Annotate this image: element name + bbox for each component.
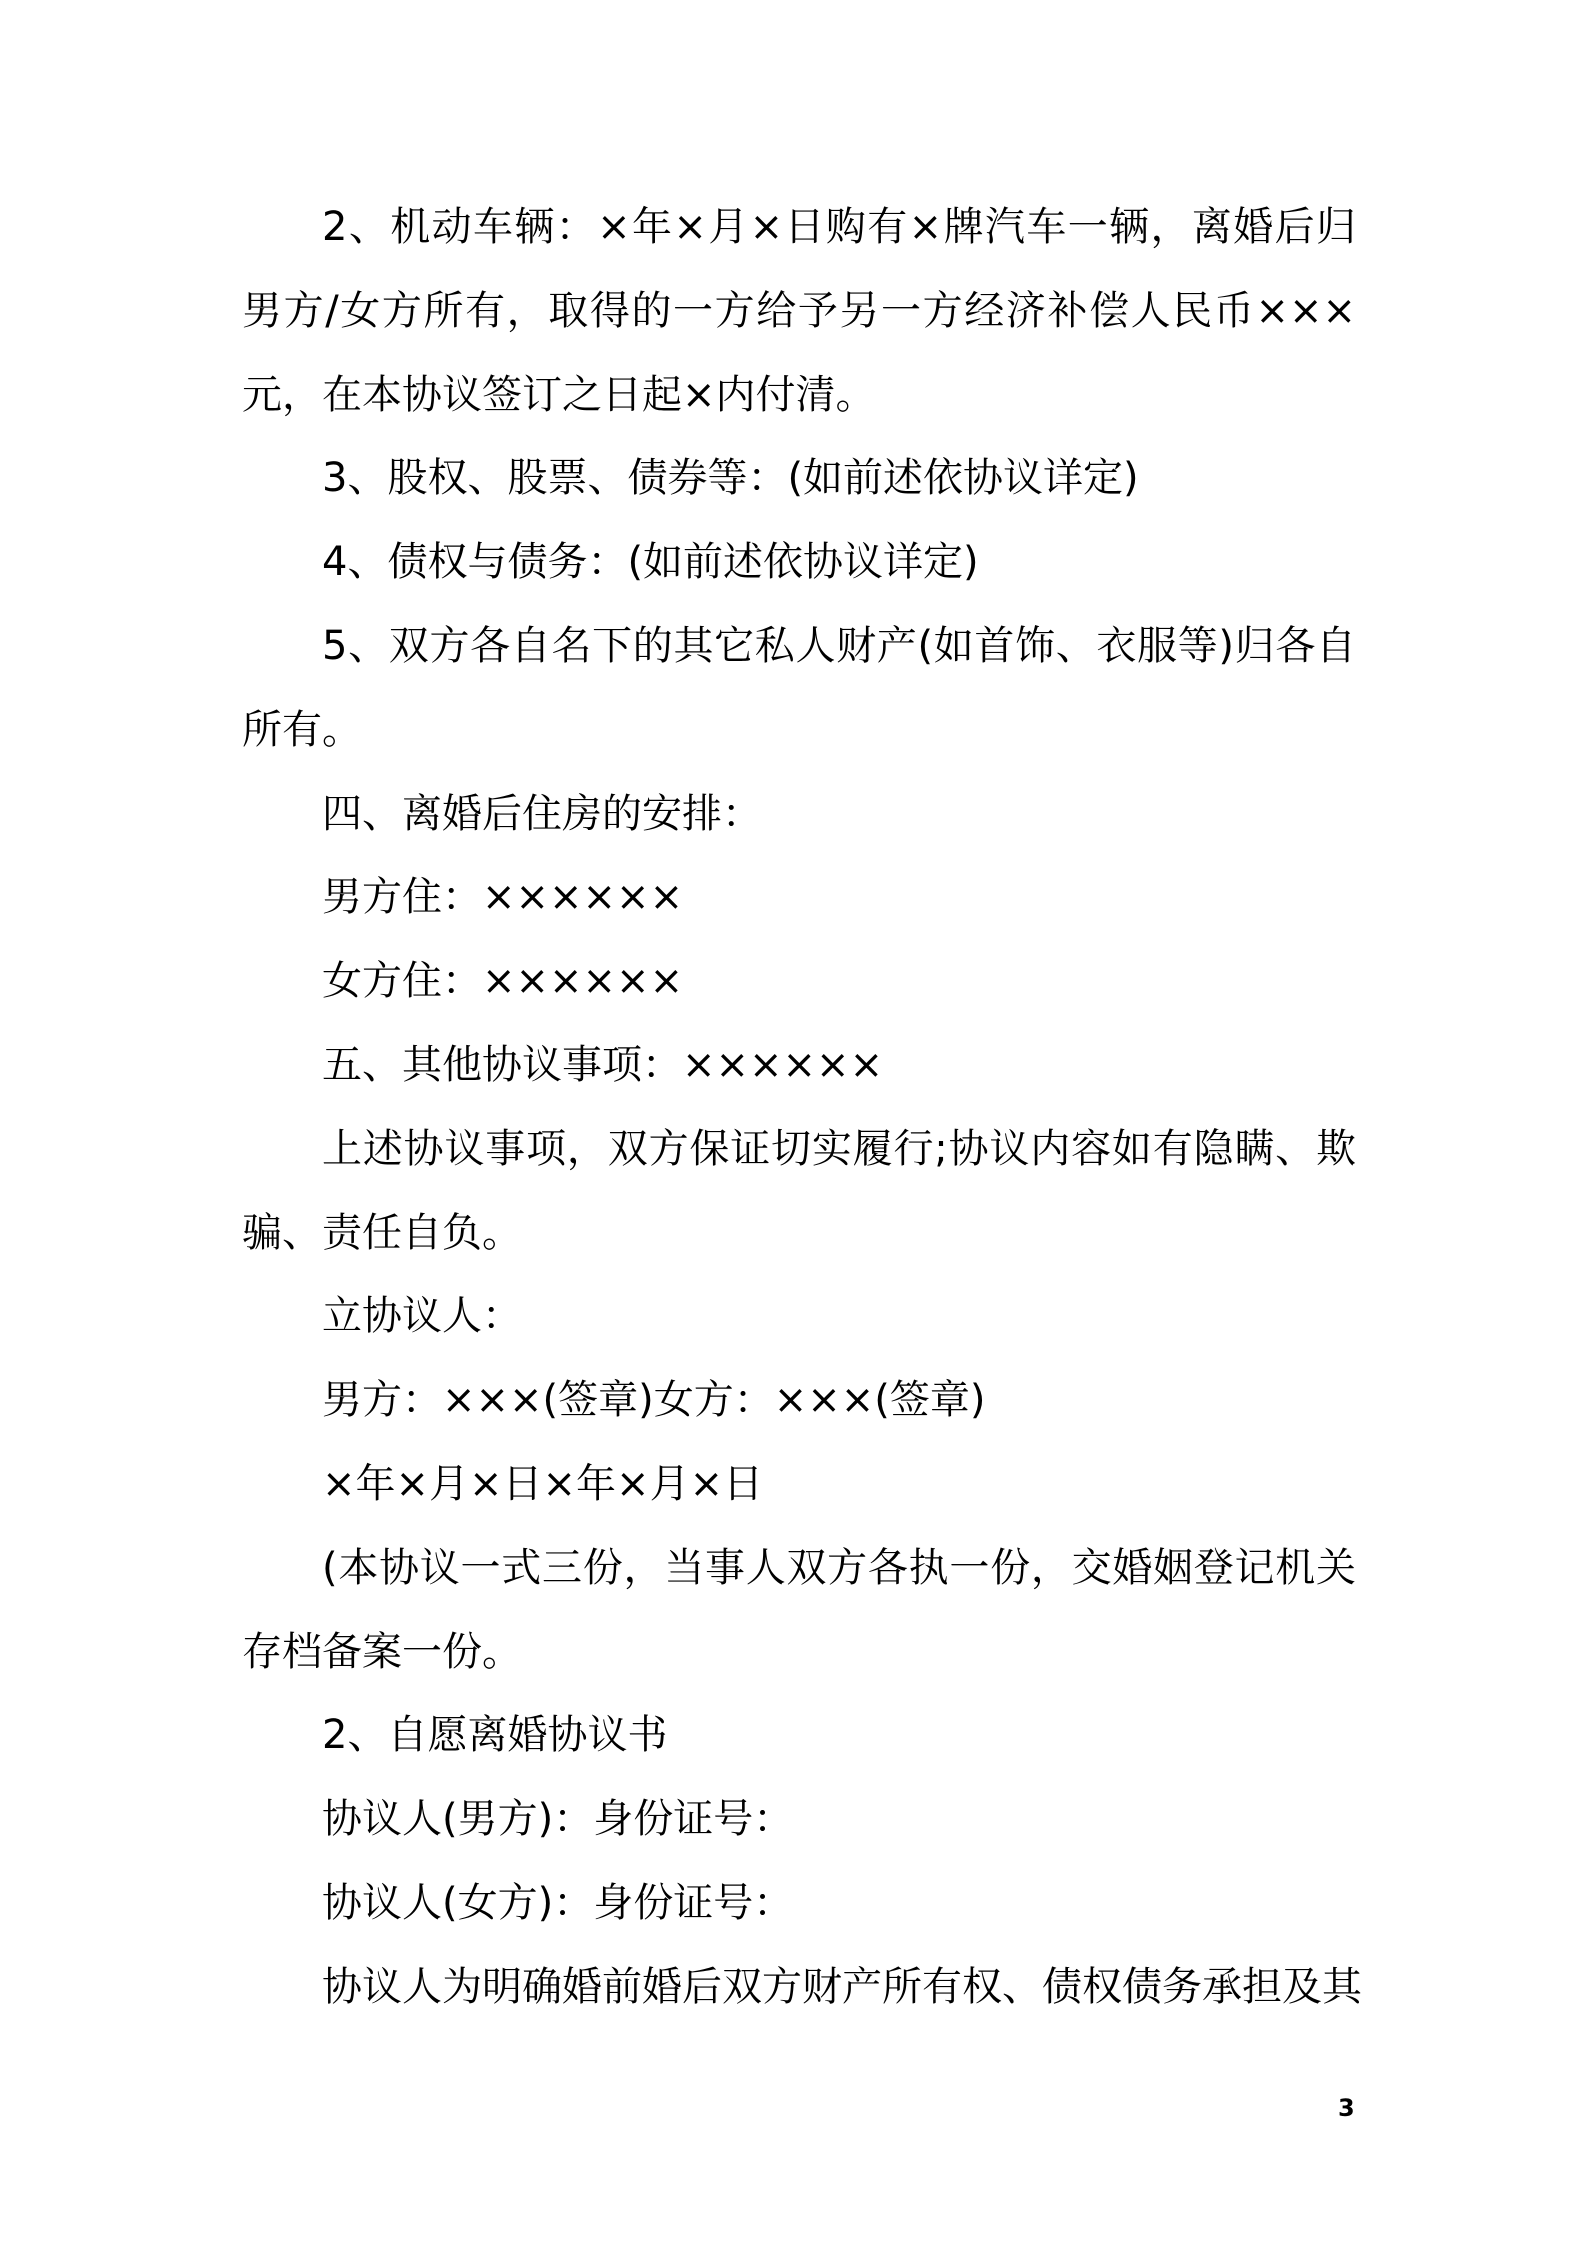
paragraph-female-residence (242, 940, 1356, 1024)
paragraph-line: 女方住：×××××× (322, 958, 684, 1005)
paragraph-line: 骗、责任自负。 (242, 1209, 522, 1256)
paragraph-line: 立协议人： (322, 1293, 522, 1340)
paragraph-line: 协议人为明确婚前婚后双方财产所有权、债权债务承担及其 (322, 1963, 1362, 2010)
paragraph-equity (242, 437, 1356, 521)
paragraph-personal-property (242, 605, 1356, 773)
paragraph-male-residence (242, 856, 1356, 940)
paragraph-line: ×年×月×日×年×月×日 (322, 1460, 764, 1507)
paragraph-line: 2、自愿离婚协议书 (322, 1712, 668, 1759)
paragraph-line: 5、双方各自名下的其它私人财产(如首饰、衣服等)归各自 (322, 622, 1356, 669)
section-heading-voluntary-divorce (242, 1694, 1356, 1778)
paragraph-line: 2、机动车辆：×年×月×日购有×牌汽车一辆，离婚后归 (322, 204, 1356, 250)
paragraph-line: 男方住：×××××× (322, 874, 684, 921)
paragraph-line: 协议人(女方)：身份证号： (322, 1879, 794, 1926)
paragraph-debts (242, 521, 1356, 605)
paragraph-party-female (242, 1862, 1356, 1946)
paragraph-line: 所有。 (242, 706, 362, 753)
paragraph-vehicle (242, 186, 1356, 437)
paragraph-dates (242, 1443, 1356, 1527)
paragraph-line: 四、离婚后住房的安排： (322, 790, 762, 837)
paragraph-copies-note (242, 1527, 1356, 1695)
paragraph-party-male (242, 1778, 1356, 1862)
paragraph-line: 4、债权与债务：(如前述依协议详定) (322, 539, 979, 586)
paragraph-line: 男方：×××(签章)女方：×××(签章) (322, 1377, 986, 1424)
paragraph-signatures (242, 1359, 1356, 1443)
paragraph-line: (本协议一式三份，当事人双方各执一份，交婚姻登记机关 (322, 1544, 1356, 1591)
paragraph-preamble (242, 1946, 1362, 2030)
paragraph-signatories-label (242, 1275, 1356, 1359)
paragraph-line: 协议人(男方)：身份证号： (322, 1796, 794, 1843)
paragraph-line: 3、股权、股票、债券等：(如前述依协议详定) (322, 455, 1139, 502)
paragraph-line: 男方/女方所有，取得的一方给予另一方经济补偿人民币××× (242, 287, 1356, 334)
paragraph-line: 元，在本协议签订之日起×内付清。 (242, 371, 876, 418)
document-body (242, 186, 1362, 2030)
paragraph-line: 五、其他协议事项：×××××× (322, 1041, 884, 1088)
section-heading-other-matters (242, 1024, 1356, 1108)
section-heading-housing (242, 773, 1356, 857)
page-number: 3 (1338, 2094, 1355, 2122)
paragraph-guarantee (242, 1108, 1356, 1276)
paragraph-line: 存档备案一份。 (242, 1628, 522, 1675)
paragraph-line: 上述协议事项，双方保证切实履行;协议内容如有隐瞒、欺 (322, 1125, 1356, 1172)
